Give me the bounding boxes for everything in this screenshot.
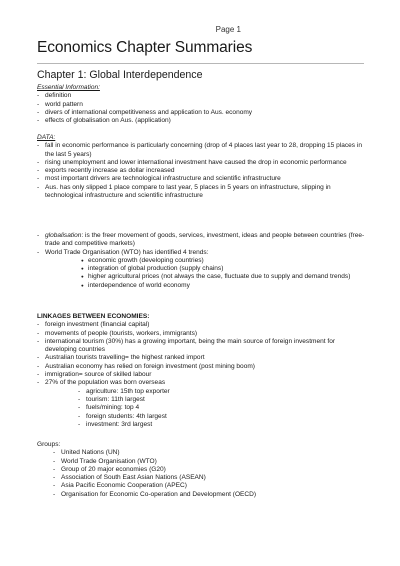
wto-trends-list (37, 257, 367, 290)
list-item: - World Trade Organisation (WTO) (53, 458, 367, 466)
list-item: - Asia Pacific Economic Cooperation (APEC) (53, 482, 367, 490)
list-item: ● higher agricultural prices (not always the case, fluctuate due to supply and demand trends) (81, 273, 367, 281)
data-list (37, 142, 367, 200)
list-item: - agriculture: 15th top exporter (78, 388, 367, 396)
list-item: - divers of international competitiveness and application to Aus. economy (37, 109, 367, 117)
list-item: - exports recently increase as dollar increased (37, 167, 367, 175)
list-item: ● economic growth (developing countries) (81, 257, 367, 265)
document-title: Economics Chapter Summaries (37, 39, 253, 56)
list-item: - rising unemployment and lower international investment have caused the drop in economic performance (37, 159, 367, 167)
list-item: - immigration= source of skilled labour (37, 371, 367, 379)
globalisation-section (37, 232, 367, 290)
list-item: ● interdependence of world economy (81, 282, 367, 290)
list-item: - investment: 3rd largest (78, 421, 367, 429)
list-item: - definition (37, 92, 367, 100)
title-divider (37, 63, 364, 64)
data-section (37, 134, 367, 200)
list-item: - most important drivers are technological infrastructure and scientific infrastructure (37, 175, 367, 183)
rankings-list (37, 388, 367, 429)
page-number: Page 1 (215, 25, 241, 34)
list-item: ● integration of global production (supply chains) (81, 265, 367, 273)
list-item: - Australian tourists travelling= the highest ranked import (37, 354, 367, 362)
essential-information-heading: Essential Information: (37, 84, 100, 91)
globalisation-term: globalisation (45, 232, 82, 239)
list-item: - fuels/mining: top 4 (78, 404, 367, 412)
list-item: - Aus. has only slipped 1 place compare to last year, 5 places in 5 years on infrastructure, slipping in technological infrastructure and scientific infrastructure (37, 184, 367, 201)
list-item: - 27% of the population was born overseas (37, 379, 367, 387)
list-item: - effects of globalisation on Aus. (application) (37, 117, 367, 125)
list-item: - international tourism (30%) has a growing important, being the main source of foreign investment for developing countries (37, 338, 367, 355)
linkages-section (37, 313, 367, 429)
list-item: - movements of people (tourists, workers, immigrants) (37, 330, 367, 338)
data-heading: DATA: (37, 134, 56, 141)
list-item: - tourism: 11th largest (78, 396, 367, 404)
globalisation-list (37, 232, 367, 257)
globalisation-definition (37, 232, 367, 249)
groups-section (37, 441, 367, 499)
linkages-list (37, 321, 367, 387)
globalisation-definition-text: : is the freer movement of goods, services, investment, ideas and people between countries (free-trade and competitive markets) (45, 232, 365, 248)
list-item: - Australian economy has relied on foreign investment (post mining boom) (37, 363, 367, 371)
wto-trends-intro: - World Trade Organisation (WTO) has identified 4 trends: (37, 249, 367, 257)
list-item: - Association of South East Asian Nations (ASEAN) (53, 474, 367, 482)
list-item: - world pattern (37, 101, 367, 109)
essential-information-list (37, 92, 367, 125)
list-item: - fall in economic performance is particularly concerning (drop of 4 places last year to 28, dropping 15 places in the last 5 years) (37, 142, 367, 159)
chapter-heading: Chapter 1: Global Interdependence (37, 69, 203, 81)
list-item: - foreign students: 4th largest (78, 413, 367, 421)
groups-list (37, 449, 367, 499)
essential-information-section (37, 84, 367, 125)
groups-heading: Groups: (37, 441, 61, 448)
list-item: - foreign investment (financial capital) (37, 321, 367, 329)
list-item: - Group of 20 major economies (G20) (53, 466, 367, 474)
list-item: - United Nations (UN) (53, 449, 367, 457)
linkages-heading: LINKAGES BETWEEN ECONOMIES: (37, 313, 150, 320)
list-item: - Organisation for Economic Co-operation and Development (OECD) (53, 491, 367, 499)
